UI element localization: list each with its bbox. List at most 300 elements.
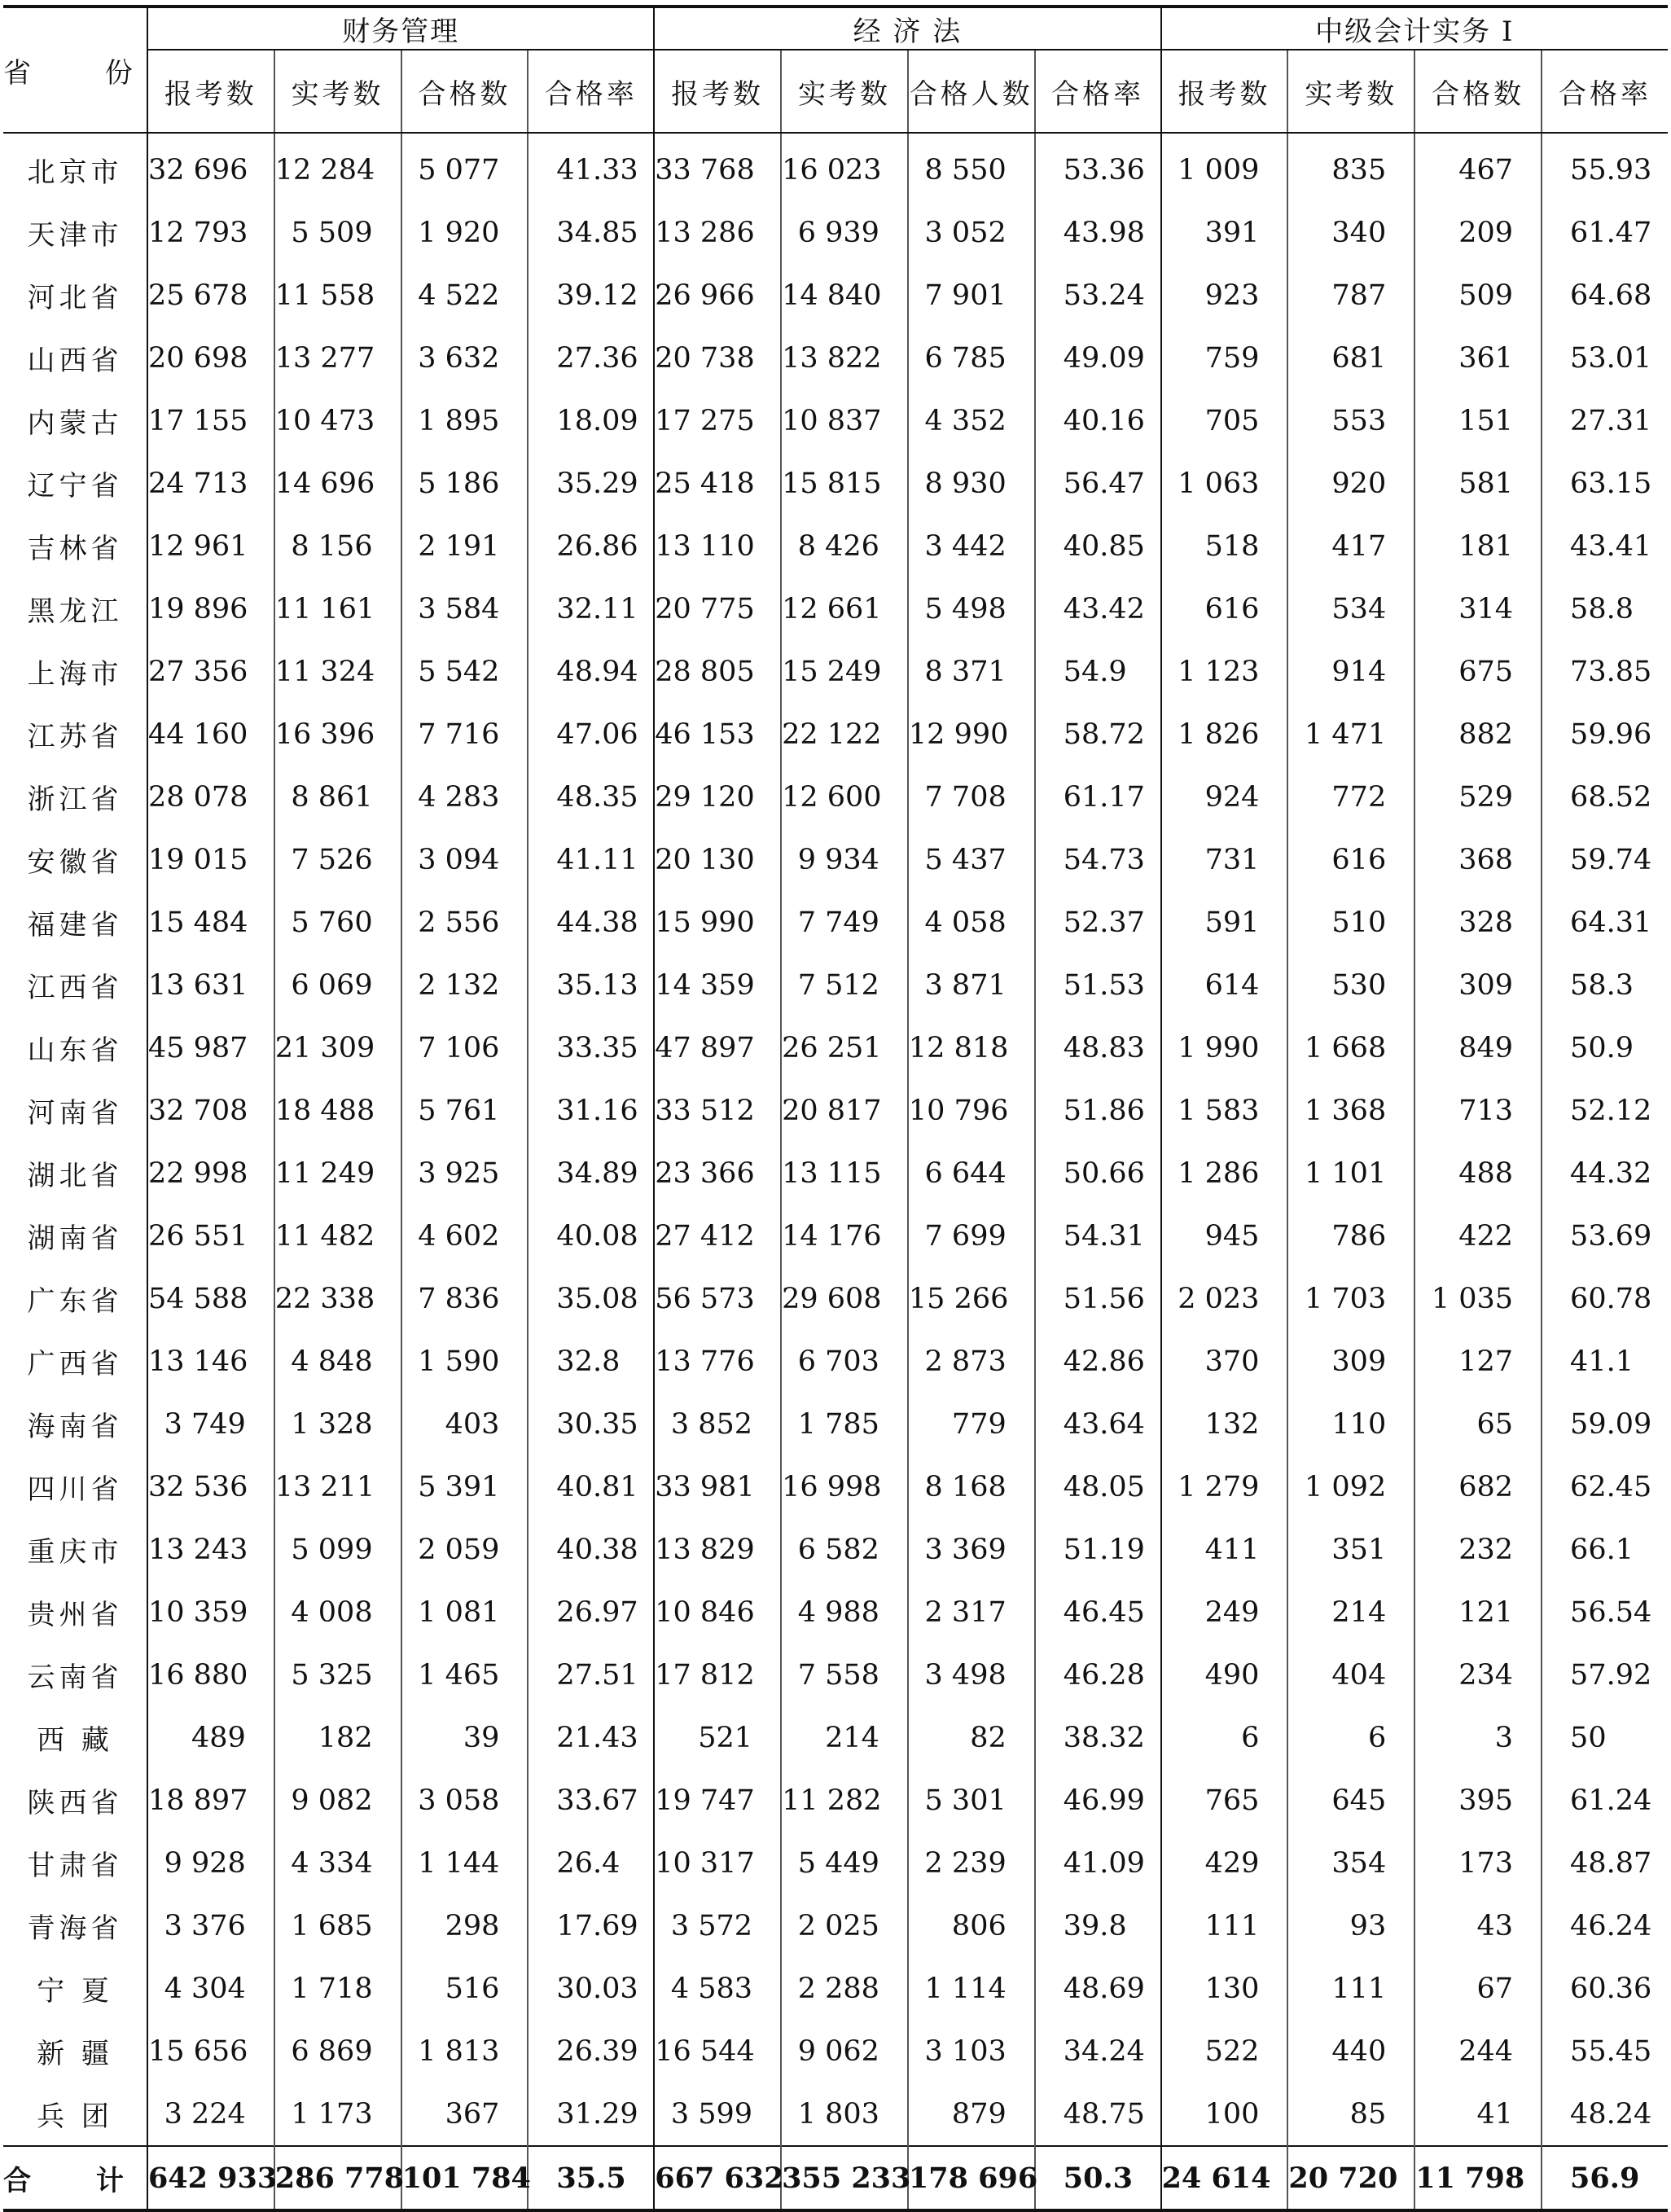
count-cell: 786 (1287, 1205, 1414, 1267)
count-cell: 12 284 (274, 133, 401, 201)
table-row (3, 133, 1668, 201)
table-row (3, 1205, 1668, 1267)
count-cell: 705 (1161, 389, 1288, 452)
sub-header-cell: 实考数 (274, 50, 401, 133)
count-cell: 5 301 (908, 1769, 1035, 1832)
count-cell: 351 (1287, 1518, 1414, 1581)
count-cell: 5 760 (274, 891, 401, 954)
pass-rate-cell: 49.09 (1035, 327, 1161, 389)
count-cell: 21 309 (274, 1016, 401, 1079)
pass-rate-cell: 53.69 (1542, 1205, 1668, 1267)
count-cell: 32 696 (147, 133, 274, 201)
pass-rate-cell: 48.24 (1542, 2083, 1668, 2146)
province-cell: 上海市 (27, 658, 123, 691)
count-cell: 1 114 (908, 1957, 1035, 2020)
pass-rate-cell: 53.36 (1035, 133, 1161, 201)
count-cell: 20 817 (781, 1079, 908, 1142)
count-cell: 232 (1414, 1518, 1542, 1581)
province-cell: 江苏省 (27, 721, 123, 753)
table-row (3, 1016, 1668, 1079)
count-cell: 534 (1287, 577, 1414, 640)
count-cell: 5 509 (274, 201, 401, 264)
count-cell: 1 895 (401, 389, 528, 452)
count-cell: 19 747 (654, 1769, 781, 1832)
province-cell: 海南省 (27, 1411, 123, 1443)
count-cell: 1 328 (274, 1393, 401, 1455)
count-cell: 923 (1161, 264, 1288, 327)
count-cell: 15 266 (908, 1267, 1035, 1330)
table-row (3, 891, 1668, 954)
pass-rate-cell: 40.38 (528, 1518, 654, 1581)
province-cell: 湖南省 (27, 1222, 123, 1255)
table-row (3, 1267, 1668, 1330)
count-cell: 26 966 (654, 264, 781, 327)
count-cell: 9 928 (147, 1832, 274, 1894)
pass-rate-cell: 42.86 (1035, 1330, 1161, 1393)
pass-rate-cell: 41.11 (528, 828, 654, 891)
count-cell: 16 998 (781, 1455, 908, 1518)
count-cell: 2 132 (401, 954, 528, 1016)
count-cell: 5 099 (274, 1518, 401, 1581)
province-cell: 重庆市 (27, 1536, 123, 1569)
count-cell: 3 852 (654, 1393, 781, 1455)
count-cell: 13 110 (654, 515, 781, 577)
table-row (3, 201, 1668, 264)
count-cell: 518 (1161, 515, 1288, 577)
table-row (3, 389, 1668, 452)
count-cell: 44 160 (147, 703, 274, 766)
count-cell: 1 063 (1161, 452, 1288, 515)
count-cell: 4 008 (274, 1581, 401, 1644)
count-cell: 25 418 (654, 452, 781, 515)
count-cell: 395 (1414, 1769, 1542, 1832)
pass-rate-cell: 17.69 (528, 1894, 654, 1957)
count-cell: 1 826 (1161, 703, 1288, 766)
province-cell: 广西省 (27, 1348, 123, 1380)
count-cell: 8 861 (274, 766, 401, 828)
table-row (3, 327, 1668, 389)
province-cell: 河南省 (27, 1097, 123, 1130)
count-cell: 914 (1287, 640, 1414, 703)
province-cell: 天津市 (27, 219, 123, 252)
province-cell: 湖北省 (27, 1160, 123, 1192)
pass-rate-cell: 64.31 (1542, 891, 1668, 954)
count-cell: 15 484 (147, 891, 274, 954)
count-cell: 3 058 (401, 1769, 528, 1832)
count-cell: 110 (1287, 1393, 1414, 1455)
table-row (3, 264, 1668, 327)
count-cell: 835 (1287, 133, 1414, 201)
pass-rate-cell: 33.35 (528, 1016, 654, 1079)
count-cell: 16 544 (654, 2020, 781, 2083)
count-cell: 43 (1414, 1894, 1542, 1957)
count-cell: 5 498 (908, 577, 1035, 640)
count-cell: 417 (1287, 515, 1414, 577)
count-cell: 489 (147, 1706, 274, 1769)
pass-rate-cell: 48.94 (528, 640, 654, 703)
count-cell: 5 542 (401, 640, 528, 703)
sub-header-cell: 实考数 (781, 50, 908, 133)
count-cell: 403 (401, 1393, 528, 1455)
count-cell: 6 869 (274, 2020, 401, 2083)
pass-rate-cell: 63.15 (1542, 452, 1668, 515)
count-cell: 15 990 (654, 891, 781, 954)
count-cell: 530 (1287, 954, 1414, 1016)
count-cell: 6 644 (908, 1142, 1035, 1205)
table-row (3, 515, 1668, 577)
count-cell: 1 101 (1287, 1142, 1414, 1205)
count-cell: 787 (1287, 264, 1414, 327)
total-row (3, 2146, 1668, 2210)
count-cell: 920 (1287, 452, 1414, 515)
count-cell: 3 572 (654, 1894, 781, 1957)
count-cell: 11 324 (274, 640, 401, 703)
count-cell: 4 583 (654, 1957, 781, 2020)
count-cell: 675 (1414, 640, 1542, 703)
count-cell: 340 (1287, 201, 1414, 264)
pass-rate-cell: 64.68 (1542, 264, 1668, 327)
count-cell: 328 (1414, 891, 1542, 954)
sub-header-cell: 合格率 (1542, 50, 1668, 133)
count-cell: 7 558 (781, 1644, 908, 1706)
count-cell: 3 094 (401, 828, 528, 891)
count-cell: 12 961 (147, 515, 274, 577)
count-cell: 67 (1414, 1957, 1542, 2020)
pass-rate-cell: 43.98 (1035, 201, 1161, 264)
sub-header-cell: 合格率 (528, 50, 654, 133)
count-cell: 178 696 (908, 2146, 1035, 2210)
count-cell: 27 356 (147, 640, 274, 703)
count-cell: 29 120 (654, 766, 781, 828)
province-cell: 山东省 (27, 1034, 123, 1067)
pass-rate-cell: 40.81 (528, 1455, 654, 1518)
count-cell: 286 778 (274, 2146, 401, 2210)
count-cell: 7 512 (781, 954, 908, 1016)
province-cell: 合 计 (3, 2146, 147, 2210)
pass-rate-cell: 54.9 (1035, 640, 1161, 703)
province-cell: 内蒙古 (27, 407, 123, 440)
pass-rate-cell: 41.33 (528, 133, 654, 201)
pass-rate-cell: 48.69 (1035, 1957, 1161, 2020)
count-cell: 5 391 (401, 1455, 528, 1518)
group-header-economic-law: 经 济 法 (654, 7, 1160, 50)
count-cell: 368 (1414, 828, 1542, 891)
pass-rate-cell: 34.85 (528, 201, 654, 264)
count-cell: 12 818 (908, 1016, 1035, 1079)
count-cell: 8 426 (781, 515, 908, 577)
count-cell: 5 077 (401, 133, 528, 201)
pass-rate-cell: 57.92 (1542, 1644, 1668, 1706)
count-cell: 516 (401, 1957, 528, 2020)
province-cell: 甘肃省 (27, 1850, 123, 1882)
pass-rate-cell: 52.37 (1035, 891, 1161, 954)
count-cell: 6 785 (908, 327, 1035, 389)
count-cell: 15 656 (147, 2020, 274, 2083)
count-cell: 429 (1161, 1832, 1288, 1894)
count-cell: 765 (1161, 1769, 1288, 1832)
sub-header-cell: 报考数 (654, 50, 781, 133)
count-cell: 1 920 (401, 201, 528, 264)
exam-statistics-table (3, 5, 1668, 2212)
pass-rate-cell: 18.09 (528, 389, 654, 452)
count-cell: 298 (401, 1894, 528, 1957)
table-row (3, 766, 1668, 828)
pass-rate-cell: 60.78 (1542, 1267, 1668, 1330)
count-cell: 14 696 (274, 452, 401, 515)
count-cell: 1 173 (274, 2083, 401, 2146)
pass-rate-cell: 50.9 (1542, 1016, 1668, 1079)
pass-rate-cell: 55.93 (1542, 133, 1668, 201)
count-cell: 309 (1287, 1330, 1414, 1393)
province-cell: 西 藏 (37, 1724, 113, 1757)
count-cell: 3 103 (908, 2020, 1035, 2083)
count-cell: 4 058 (908, 891, 1035, 954)
count-cell: 3 749 (147, 1393, 274, 1455)
count-cell: 5 449 (781, 1832, 908, 1894)
count-cell: 3 632 (401, 327, 528, 389)
count-cell: 127 (1414, 1330, 1542, 1393)
count-cell: 2 191 (401, 515, 528, 577)
pass-rate-cell: 27.36 (528, 327, 654, 389)
group-header-intermediate-accounting: 中级会计实务 I (1161, 7, 1668, 50)
province-cell: 安徽省 (27, 846, 123, 879)
pass-rate-cell: 50.66 (1035, 1142, 1161, 1205)
count-cell: 6 (1287, 1706, 1414, 1769)
count-cell: 9 934 (781, 828, 908, 891)
pass-rate-cell: 26.39 (528, 2020, 654, 2083)
pass-rate-cell: 51.86 (1035, 1079, 1161, 1142)
province-cell: 江西省 (27, 972, 123, 1004)
province-cell: 青海省 (27, 1912, 123, 1945)
count-cell: 8 550 (908, 133, 1035, 201)
table-row (3, 1644, 1668, 1706)
count-cell: 4 334 (274, 1832, 401, 1894)
province-cell: 宁 夏 (37, 1975, 113, 2008)
pass-rate-cell: 58.8 (1542, 577, 1668, 640)
count-cell: 361 (1414, 327, 1542, 389)
table-row (3, 640, 1668, 703)
province-cell: 四川省 (27, 1473, 123, 1506)
count-cell: 20 698 (147, 327, 274, 389)
count-cell: 553 (1287, 389, 1414, 452)
count-cell: 17 812 (654, 1644, 781, 1706)
table-row (3, 577, 1668, 640)
count-cell: 234 (1414, 1644, 1542, 1706)
count-cell: 28 078 (147, 766, 274, 828)
count-cell: 13 776 (654, 1330, 781, 1393)
count-cell: 29 608 (781, 1267, 908, 1330)
count-cell: 370 (1161, 1330, 1288, 1393)
pass-rate-cell: 32.8 (528, 1330, 654, 1393)
pass-rate-cell: 47.06 (528, 703, 654, 766)
count-cell: 354 (1287, 1832, 1414, 1894)
sub-header-cell: 报考数 (147, 50, 274, 133)
count-cell: 32 708 (147, 1079, 274, 1142)
count-cell: 13 631 (147, 954, 274, 1016)
sub-header-row (3, 50, 1668, 133)
sub-header-cell: 合格人数 (908, 50, 1035, 133)
count-cell: 9 082 (274, 1769, 401, 1832)
table-row (3, 1455, 1668, 1518)
count-cell: 18 488 (274, 1079, 401, 1142)
province-cell: 陕西省 (27, 1787, 123, 1819)
pass-rate-cell: 26.4 (528, 1832, 654, 1894)
count-cell: 20 130 (654, 828, 781, 891)
count-cell: 24 614 (1161, 2146, 1288, 2210)
table-row (3, 954, 1668, 1016)
pass-rate-cell: 51.53 (1035, 954, 1161, 1016)
count-cell: 616 (1161, 577, 1288, 640)
count-cell: 18 897 (147, 1769, 274, 1832)
count-cell: 13 115 (781, 1142, 908, 1205)
count-cell: 1 718 (274, 1957, 401, 2020)
count-cell: 209 (1414, 201, 1542, 264)
pass-rate-cell: 35.08 (528, 1267, 654, 1330)
count-cell: 82 (908, 1706, 1035, 1769)
count-cell: 8 168 (908, 1455, 1035, 1518)
pass-rate-cell: 46.24 (1542, 1894, 1668, 1957)
count-cell: 32 536 (147, 1455, 274, 1518)
count-cell: 4 602 (401, 1205, 528, 1267)
pass-rate-cell: 48.35 (528, 766, 654, 828)
count-cell: 1 590 (401, 1330, 528, 1393)
count-cell: 2 288 (781, 1957, 908, 2020)
count-cell: 1 035 (1414, 1267, 1542, 1330)
count-cell: 11 282 (781, 1769, 908, 1832)
table-body (3, 133, 1668, 2210)
pass-rate-cell: 59.96 (1542, 703, 1668, 766)
table-row (3, 452, 1668, 515)
count-cell: 24 713 (147, 452, 274, 515)
pass-rate-cell: 56.54 (1542, 1581, 1668, 1644)
pass-rate-cell: 39.12 (528, 264, 654, 327)
table-row (3, 1706, 1668, 1769)
pass-rate-cell: 48.87 (1542, 1832, 1668, 1894)
count-cell: 4 304 (147, 1957, 274, 2020)
pass-rate-cell: 51.56 (1035, 1267, 1161, 1330)
pass-rate-cell: 40.16 (1035, 389, 1161, 452)
count-cell: 8 156 (274, 515, 401, 577)
count-cell: 1 813 (401, 2020, 528, 2083)
count-cell: 19 015 (147, 828, 274, 891)
pass-rate-cell: 58.3 (1542, 954, 1668, 1016)
count-cell: 772 (1287, 766, 1414, 828)
count-cell: 111 (1287, 1957, 1414, 2020)
count-cell: 15 249 (781, 640, 908, 703)
pass-rate-cell: 26.97 (528, 1581, 654, 1644)
count-cell: 15 815 (781, 452, 908, 515)
pass-rate-cell: 30.35 (528, 1393, 654, 1455)
pass-rate-cell: 58.72 (1035, 703, 1161, 766)
count-cell: 6 582 (781, 1518, 908, 1581)
count-cell: 11 798 (1414, 2146, 1542, 2210)
count-cell: 28 805 (654, 640, 781, 703)
count-cell: 7 901 (908, 264, 1035, 327)
table-row (3, 1957, 1668, 2020)
count-cell: 13 822 (781, 327, 908, 389)
count-cell: 667 632 (654, 2146, 781, 2210)
count-cell: 1 471 (1287, 703, 1414, 766)
count-cell: 3 498 (908, 1644, 1035, 1706)
count-cell: 10 473 (274, 389, 401, 452)
count-cell: 65 (1414, 1393, 1542, 1455)
pass-rate-cell: 48.83 (1035, 1016, 1161, 1079)
count-cell: 529 (1414, 766, 1542, 828)
table-row (3, 1518, 1668, 1581)
count-cell: 3 871 (908, 954, 1035, 1016)
count-cell: 6 069 (274, 954, 401, 1016)
count-cell: 642 933 (147, 2146, 274, 2210)
count-cell: 13 146 (147, 1330, 274, 1393)
count-cell: 3 442 (908, 515, 1035, 577)
sub-header-cell: 合格率 (1035, 50, 1161, 133)
pass-rate-cell: 27.51 (528, 1644, 654, 1706)
table-row (3, 1581, 1668, 1644)
pass-rate-cell: 46.99 (1035, 1769, 1161, 1832)
count-cell: 510 (1287, 891, 1414, 954)
count-cell: 411 (1161, 1518, 1288, 1581)
count-cell: 581 (1414, 452, 1542, 515)
count-cell: 5 761 (401, 1079, 528, 1142)
pass-rate-cell: 68.52 (1542, 766, 1668, 828)
count-cell: 521 (654, 1706, 781, 1769)
province-cell: 北京市 (27, 156, 123, 189)
count-cell: 2 025 (781, 1894, 908, 1957)
pass-rate-cell: 59.09 (1542, 1393, 1668, 1455)
count-cell: 45 987 (147, 1016, 274, 1079)
count-cell: 3 925 (401, 1142, 528, 1205)
count-cell: 616 (1287, 828, 1414, 891)
count-cell: 16 396 (274, 703, 401, 766)
table-row (3, 828, 1668, 891)
count-cell: 682 (1414, 1455, 1542, 1518)
count-cell: 121 (1414, 1581, 1542, 1644)
count-cell: 367 (401, 2083, 528, 2146)
pass-rate-cell: 62.45 (1542, 1455, 1668, 1518)
count-cell: 2 873 (908, 1330, 1035, 1393)
count-cell: 173 (1414, 1832, 1542, 1894)
count-cell: 1 465 (401, 1644, 528, 1706)
count-cell: 214 (781, 1706, 908, 1769)
pass-rate-cell: 43.42 (1035, 577, 1161, 640)
count-cell: 8 371 (908, 640, 1035, 703)
pass-rate-cell: 35.13 (528, 954, 654, 1016)
count-cell: 20 720 (1287, 2146, 1414, 2210)
count-cell: 488 (1414, 1142, 1542, 1205)
count-cell: 13 277 (274, 327, 401, 389)
count-cell: 85 (1287, 2083, 1414, 2146)
count-cell: 46 153 (654, 703, 781, 766)
table-row (3, 1142, 1668, 1205)
count-cell: 6 939 (781, 201, 908, 264)
count-cell: 1 009 (1161, 133, 1288, 201)
count-cell: 645 (1287, 1769, 1414, 1832)
count-cell: 33 768 (654, 133, 781, 201)
count-cell: 467 (1414, 133, 1542, 201)
province-cell: 黑龙江 (27, 595, 123, 628)
province-cell: 河北省 (27, 282, 123, 314)
count-cell: 22 338 (274, 1267, 401, 1330)
count-cell: 3 376 (147, 1894, 274, 1957)
province-column-header: 省 份 (3, 7, 147, 133)
count-cell: 806 (908, 1894, 1035, 1957)
count-cell: 4 848 (274, 1330, 401, 1393)
pass-rate-cell: 38.32 (1035, 1706, 1161, 1769)
count-cell: 13 211 (274, 1455, 401, 1518)
table-header (3, 7, 1668, 133)
count-cell: 26 251 (781, 1016, 908, 1079)
count-cell: 7 836 (401, 1267, 528, 1330)
